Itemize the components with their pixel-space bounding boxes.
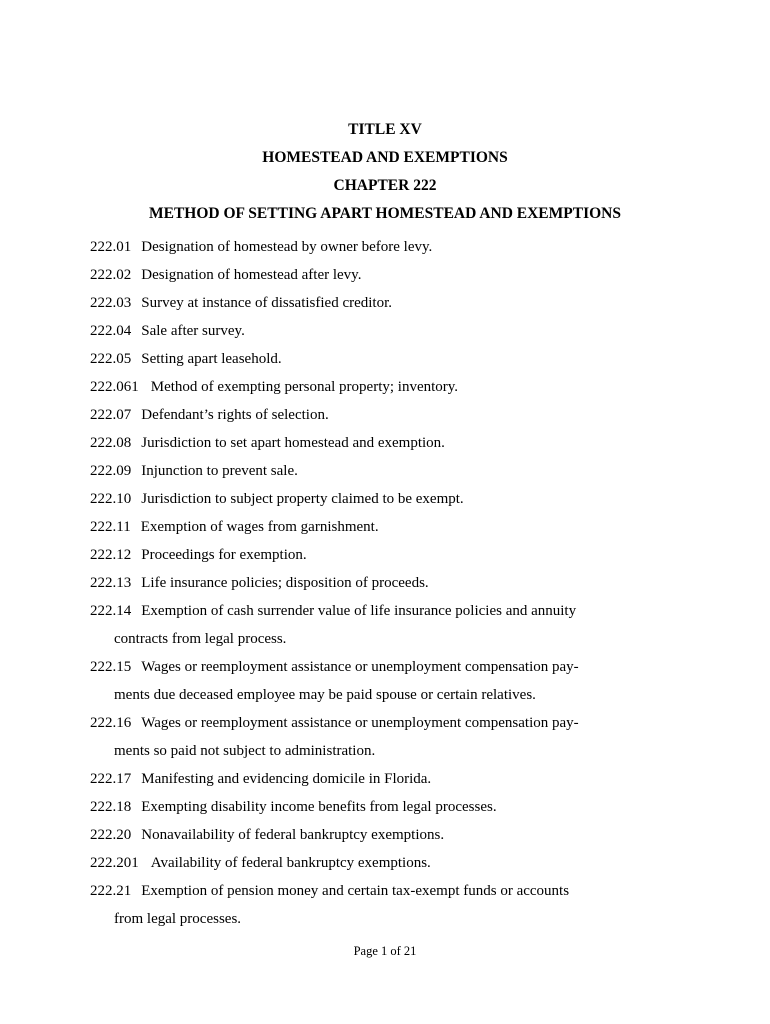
section-number: 222.01 bbox=[90, 239, 132, 255]
section-title: Designation of homestead after levy. bbox=[141, 267, 362, 283]
table-of-contents bbox=[90, 233, 670, 933]
toc-entry bbox=[90, 373, 670, 401]
toc-entry bbox=[90, 429, 670, 457]
section-title: Jurisdiction to subject property claimed to be exempt. bbox=[141, 491, 464, 507]
section-title: Designation of homestead by owner before levy. bbox=[141, 239, 433, 255]
subtitle-heading: HOMESTEAD AND EXEMPTIONS bbox=[262, 149, 508, 166]
toc-entry bbox=[90, 877, 670, 933]
title-heading: TITLE XV bbox=[348, 121, 422, 138]
section-title: Manifesting and evidencing domicile in Florida. bbox=[141, 771, 432, 787]
toc-entry bbox=[90, 513, 670, 541]
section-title: Exempting disability income benefits from legal processes. bbox=[141, 799, 497, 815]
toc-entry bbox=[90, 849, 670, 877]
section-number: 222.05 bbox=[90, 351, 132, 367]
toc-entry bbox=[90, 345, 670, 373]
section-title: Availability of federal bankruptcy exemptions. bbox=[150, 855, 431, 871]
section-title-continuation: contracts from legal process. bbox=[114, 631, 287, 647]
section-number: 222.201 bbox=[90, 855, 139, 871]
page-number: Page 1 of 21 bbox=[353, 944, 417, 958]
section-title: Injunction to prevent sale. bbox=[141, 463, 298, 479]
chapter-heading: CHAPTER 222 bbox=[333, 177, 437, 194]
toc-entry bbox=[90, 401, 670, 429]
section-title: Exemption of cash surrender value of life insurance policies and annuity bbox=[141, 603, 577, 619]
section-number: 222.07 bbox=[90, 407, 132, 423]
section-number: 222.14 bbox=[90, 603, 132, 619]
section-number: 222.21 bbox=[90, 883, 132, 899]
section-title-continuation: from legal processes. bbox=[114, 911, 242, 927]
section-title: Life insurance policies; disposition of proceeds. bbox=[141, 575, 429, 591]
toc-entry bbox=[90, 569, 670, 597]
section-title-continuation: ments due deceased employee may be paid spouse or certain relatives. bbox=[114, 687, 536, 703]
section-title: Nonavailability of federal bankruptcy exemptions. bbox=[141, 827, 445, 843]
section-number: 222.18 bbox=[90, 799, 132, 815]
section-title: Defendant’s rights of selection. bbox=[141, 407, 329, 423]
chapter-title-heading: METHOD OF SETTING APART HOMESTEAD AND EXEMPTIONS bbox=[149, 205, 621, 222]
toc-entry bbox=[90, 485, 670, 513]
section-number: 222.12 bbox=[90, 547, 132, 563]
toc-entry bbox=[90, 821, 670, 849]
toc-entry bbox=[90, 765, 670, 793]
toc-entry bbox=[90, 289, 670, 317]
section-number: 222.061 bbox=[90, 379, 139, 395]
section-number: 222.15 bbox=[90, 659, 132, 675]
toc-entry bbox=[90, 597, 670, 653]
section-title: Survey at instance of dissatisfied creditor. bbox=[141, 295, 393, 311]
section-number: 222.16 bbox=[90, 715, 132, 731]
section-number: 222.03 bbox=[90, 295, 132, 311]
toc-entry bbox=[90, 541, 670, 569]
toc-entry bbox=[90, 709, 670, 765]
section-number: 222.11 bbox=[90, 519, 131, 535]
section-number: 222.04 bbox=[90, 323, 132, 339]
section-number: 222.20 bbox=[90, 827, 132, 843]
section-title: Proceedings for exemption. bbox=[141, 547, 307, 563]
toc-entry bbox=[90, 261, 670, 289]
toc-entry bbox=[90, 793, 670, 821]
toc-entry bbox=[90, 233, 670, 261]
section-number: 222.10 bbox=[90, 491, 132, 507]
section-title: Sale after survey. bbox=[141, 323, 245, 339]
section-number: 222.17 bbox=[90, 771, 132, 787]
section-title: Setting apart leasehold. bbox=[141, 351, 282, 367]
section-title-continuation: ments so paid not subject to administration. bbox=[114, 743, 376, 759]
toc-entry bbox=[90, 457, 670, 485]
toc-entry bbox=[90, 317, 670, 345]
toc-entry bbox=[90, 653, 670, 709]
section-title: Wages or reemployment assistance or unemployment compensation pay- bbox=[141, 659, 579, 675]
section-title: Wages or reemployment assistance or unemployment compensation pay- bbox=[141, 715, 579, 731]
section-title: Exemption of pension money and certain tax-exempt funds or accounts bbox=[141, 883, 570, 899]
section-number: 222.09 bbox=[90, 463, 132, 479]
section-number: 222.13 bbox=[90, 575, 132, 591]
section-number: 222.08 bbox=[90, 435, 132, 451]
section-title: Jurisdiction to set apart homestead and exemption. bbox=[141, 435, 445, 451]
section-title: Exemption of wages from garnishment. bbox=[140, 519, 379, 535]
section-number: 222.02 bbox=[90, 267, 132, 283]
section-title: Method of exempting personal property; inventory. bbox=[150, 379, 459, 395]
